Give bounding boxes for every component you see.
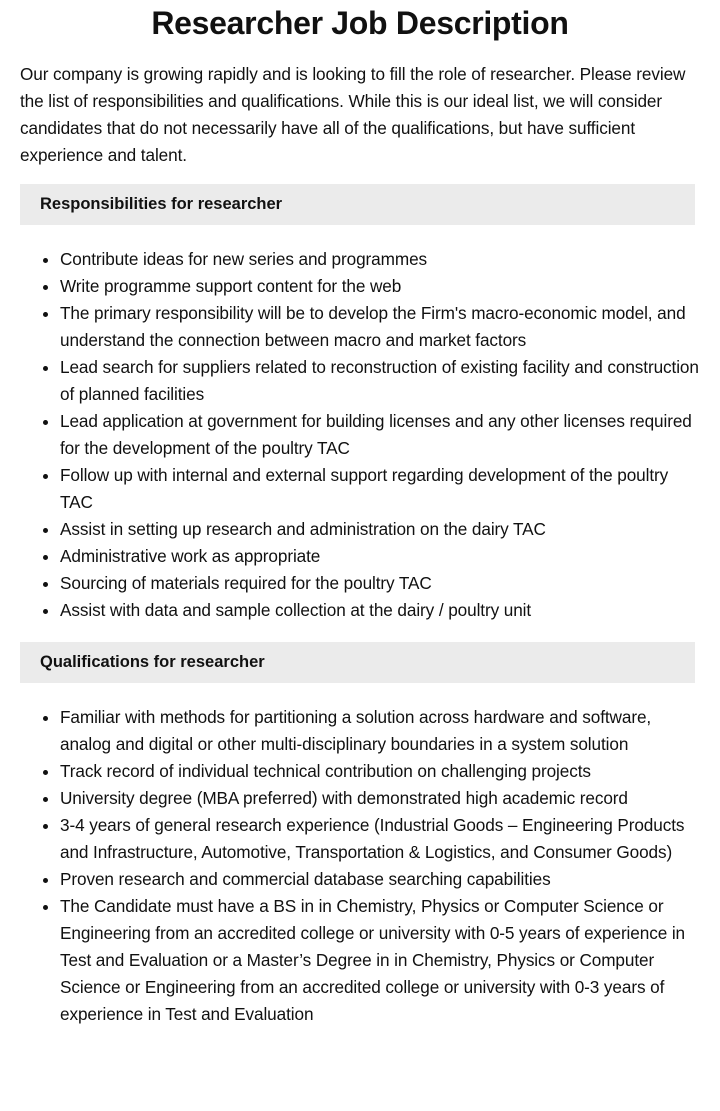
list-item: • Assist in setting up research and administration on the dairy TAC <box>60 516 700 543</box>
list-item: • Contribute ideas for new series and programmes <box>60 246 700 273</box>
list-item: • Proven research and commercial database searching capabilities <box>60 866 700 893</box>
responsibilities-list <box>20 246 700 624</box>
list-item: • The primary responsibility will be to develop the Firm's macro-economic model, and understand the connection between macro and market factors <box>60 300 700 354</box>
list-item: • Write programme support content for the web <box>60 273 700 300</box>
list-item: • Lead application at government for building licenses and any other licenses required for the development of the poultry TAC <box>60 408 700 462</box>
qualifications-heading: Qualifications for researcher <box>20 642 695 683</box>
list-item: • Follow up with internal and external support regarding development of the poultry TAC <box>60 462 700 516</box>
list-item: • 3-4 years of general research experience (Industrial Goods – Engineering Products and Infrastructure, Automotive, Transportation & Logistics, and Consumer Goods) <box>60 812 700 866</box>
list-item: • The Candidate must have a BS in in Chemistry, Physics or Computer Science or Engineering from an accredited college or university with 0-5 years of experience in Test and Evaluation or a Master’s Degree in in Chemistry, Physics or Computer Science or Engineering from an accredited college or university with 0-3 years of experience in Test and Evaluation <box>60 893 700 1028</box>
list-item: • Assist with data and sample collection at the dairy / poultry unit <box>60 597 700 624</box>
list-item: • University degree (MBA preferred) with demonstrated high academic record <box>60 785 700 812</box>
list-item: • Sourcing of materials required for the poultry TAC <box>60 570 700 597</box>
list-item: • Track record of individual technical contribution on challenging projects <box>60 758 700 785</box>
page-title: Researcher Job Description <box>151 5 569 41</box>
list-item: • Lead search for suppliers related to reconstruction of existing facility and construction of planned facilities <box>60 354 700 408</box>
list-item: • Administrative work as appropriate <box>60 543 700 570</box>
list-item: • Familiar with methods for partitioning a solution across hardware and software, analog and digital or other multi-disciplinary boundaries in a system solution <box>60 704 700 758</box>
qualifications-list <box>20 704 700 1028</box>
responsibilities-heading: Responsibilities for researcher <box>20 184 695 225</box>
intro-paragraph: Our company is growing rapidly and is looking to fill the role of researcher. Please review the list of responsibilities and qualifications. While this is our ideal list, we will consider candidates that do not necessarily have all of the qualifications, but have sufficient experience and talent. <box>20 64 686 165</box>
